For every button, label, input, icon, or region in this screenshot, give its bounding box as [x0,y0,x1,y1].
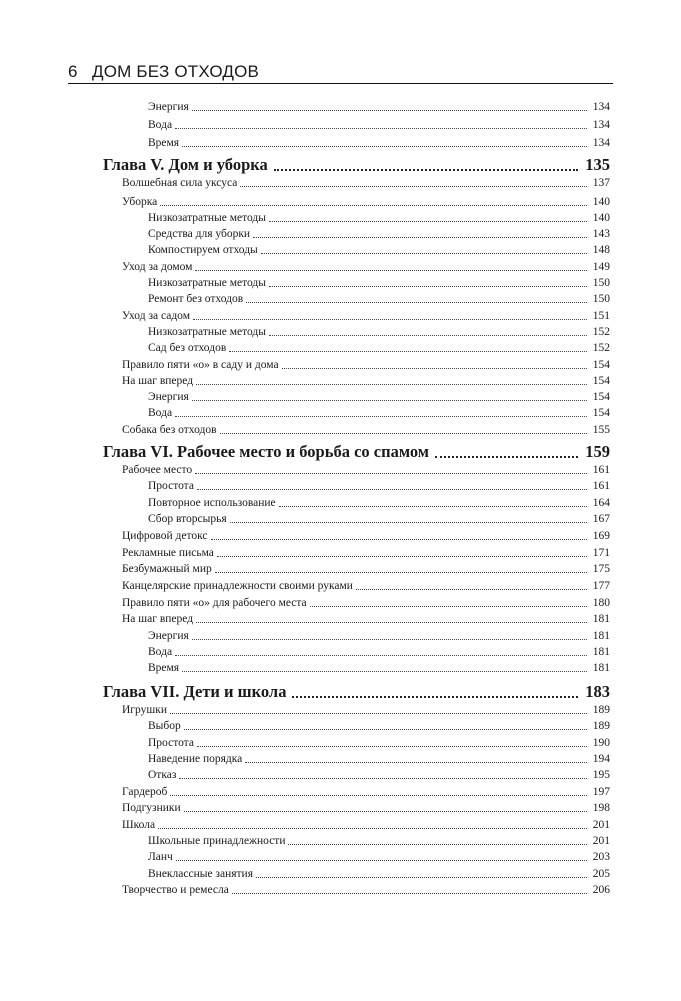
toc-page-number: 189 [592,704,610,716]
toc-page-number: 201 [592,835,610,847]
toc-title: Уход за садом [122,310,190,322]
toc-entry [122,703,610,717]
toc-entry [148,341,610,355]
toc-leader-dots [282,368,587,369]
toc-leader-dots [175,416,587,417]
toc-title: Школа [122,819,156,831]
toc-leader-dots [192,400,587,401]
toc-leader-dots [197,746,587,747]
toc-title: Время [148,137,180,149]
toc-entry [122,562,610,576]
toc-page-number: 140 [592,196,610,208]
toc-entry [148,645,610,659]
toc-entry [148,136,610,150]
toc-leader-dots [182,146,587,147]
toc-entry [122,195,610,209]
toc-title: Сад без отходов [148,342,227,354]
running-header [68,62,613,82]
page-number: 6 [68,62,78,81]
toc-title: Вода [148,119,173,131]
toc-page-number: 167 [592,513,610,525]
toc-page-number: 201 [592,819,610,831]
toc-entry [148,850,610,864]
toc-leader-dots [274,169,578,171]
toc-entry [148,276,610,290]
toc-entry [148,496,610,510]
toc-title: Уход за домом [122,261,193,273]
toc-page-number: 161 [592,480,610,492]
toc-title: Энергия [148,101,189,113]
toc-leader-dots [195,473,587,474]
toc-leader-dots [196,622,587,623]
toc-title: Компостируем отходы [148,244,258,256]
toc-leader-dots [253,237,587,238]
toc-title: Правило пяти «о» для рабочего места [122,597,307,609]
toc-title: Энергия [148,630,189,642]
toc-title: Сбор вторсырья [148,513,227,525]
toc-leader-dots [197,489,587,490]
toc-leader-dots [435,456,578,458]
toc-leader-dots [229,351,587,352]
toc-page-number: 171 [592,547,610,559]
toc-entry [148,512,610,526]
toc-title: Отказ [148,769,177,781]
toc-title: Глава VII. Дети и школа [103,682,287,701]
toc-page-number: 134 [592,101,610,113]
toc-title: Гардероб [122,786,168,798]
toc-title: На шаг вперед [122,375,194,387]
toc-title: Ланч [148,851,173,863]
toc-leader-dots [356,589,587,590]
toc-title: Внеклассные занятия [148,868,253,880]
toc-entry [148,118,610,132]
toc-title: Подгузники [122,802,181,814]
toc-entry [122,883,610,897]
toc-leader-dots [232,893,587,894]
toc-leader-dots [256,877,587,878]
toc-entry [148,243,610,257]
toc-leader-dots [184,729,587,730]
toc-entry [148,719,610,733]
toc-page-number: 149 [592,261,610,273]
toc-title: Канцелярские принадлежности своими руками [122,580,353,592]
toc-page-number: 143 [592,228,610,240]
toc-title: Наведение порядка [148,753,243,765]
toc-leader-dots [310,606,587,607]
toc-entry [148,100,610,114]
toc-leader-dots [195,270,587,271]
toc-entry [148,325,610,339]
toc-leader-dots [220,433,587,434]
toc-page-number: 154 [592,359,610,371]
toc-page-number: 152 [592,342,610,354]
toc-entry [148,834,610,848]
toc-entry [122,546,610,560]
toc-title: Безбумажный мир [122,563,212,575]
toc-title: Собака без отходов [122,424,217,436]
toc-title: Простота [148,737,194,749]
toc-page-number: 195 [592,769,610,781]
toc-entry [148,479,610,493]
toc-entry [148,661,610,675]
toc-leader-dots [170,795,587,796]
toc-title: Низкозатратные методы [148,326,266,338]
toc-page-number: 159 [585,442,610,461]
toc-page-number: 161 [592,464,610,476]
toc-title: На шаг вперед [122,613,194,625]
toc-leader-dots [170,713,587,714]
toc-title: Средства для уборки [148,228,251,240]
toc-entry [122,374,610,388]
toc-leader-dots [211,539,587,540]
toc-leader-dots [192,639,587,640]
toc-entry [148,736,610,750]
toc-entry [122,260,610,274]
toc-page-number: 137 [592,177,610,189]
toc-entry [122,612,610,626]
toc-leader-dots [179,778,587,779]
toc-page-number: 154 [592,375,610,387]
toc-page-number: 180 [592,597,610,609]
toc-leader-dots [269,335,587,336]
toc-leader-dots [182,671,587,672]
toc-page-number: 190 [592,737,610,749]
toc-leader-dots [269,221,587,222]
toc-leader-dots [192,110,587,111]
toc-title: Рекламные письма [122,547,214,559]
toc-title: Рабочее место [122,464,193,476]
toc-entry [122,801,610,815]
toc-entry [148,211,610,225]
toc-page-number: 181 [592,630,610,642]
toc-leader-dots [175,655,587,656]
toc-page-number: 177 [592,580,610,592]
toc-leader-dots [246,302,587,303]
toc-page-number: 150 [592,293,610,305]
toc-page-number: 181 [592,613,610,625]
toc-leader-dots [245,762,587,763]
toc-title: Простота [148,480,194,492]
toc-title: Низкозатратные методы [148,212,266,224]
toc-leader-dots [215,572,587,573]
toc-page-number: 135 [585,155,610,174]
toc-page-number: 175 [592,563,610,575]
toc-entry [122,596,610,610]
toc-title: Школьные принадлежности [148,835,286,847]
toc-leader-dots [196,384,587,385]
toc-page-number: 189 [592,720,610,732]
toc-page-number: 181 [592,662,610,674]
toc-leader-dots [158,828,587,829]
toc-entry [122,176,610,190]
toc-chapter [103,682,610,702]
toc-title: Ремонт без отходов [148,293,244,305]
toc-page-number: 169 [592,530,610,542]
toc-page-number: 205 [592,868,610,880]
toc-title: Энергия [148,391,189,403]
toc-title: Вода [148,407,173,419]
toc-leader-dots [292,696,578,698]
toc-page-number: 197 [592,786,610,798]
toc-page-number: 134 [592,137,610,149]
toc-entry [122,818,610,832]
toc-page-number: 152 [592,326,610,338]
toc-page-number: 183 [585,682,610,701]
toc-leader-dots [288,844,587,845]
toc-title: Волшебная сила уксуса [122,177,238,189]
toc-entry [148,406,610,420]
toc-page-number: 150 [592,277,610,289]
toc-entry [148,768,610,782]
toc-entry [122,529,610,543]
toc-page-number: 134 [592,119,610,131]
toc-page-number: 181 [592,646,610,658]
toc-title: Цифровой детокс [122,530,208,542]
toc-entry [148,292,610,306]
toc-chapter [103,155,610,175]
toc-page-number: 140 [592,212,610,224]
toc-title: Время [148,662,180,674]
toc-page-number: 154 [592,391,610,403]
toc-leader-dots [240,186,587,187]
toc-entry [122,463,610,477]
toc-leader-dots [160,205,587,206]
toc-page-number: 198 [592,802,610,814]
toc-entry [122,579,610,593]
toc-page-number: 164 [592,497,610,509]
toc-page-number: 194 [592,753,610,765]
toc-leader-dots [217,556,587,557]
toc-title: Повторное использование [148,497,276,509]
toc-page-number: 151 [592,310,610,322]
toc-entry [148,752,610,766]
toc-leader-dots [269,286,587,287]
toc-chapter [103,442,610,462]
toc-entry [122,785,610,799]
toc-title: Творчество и ремесла [122,884,229,896]
toc-page-number: 203 [592,851,610,863]
toc-leader-dots [193,319,587,320]
book-title: ДОМ БЕЗ ОТХОДОВ [92,62,260,81]
toc-title: Правило пяти «о» в саду и дома [122,359,279,371]
toc-entry [148,867,610,881]
toc-leader-dots [175,128,587,129]
toc-page-number: 154 [592,407,610,419]
toc-entry [122,309,610,323]
toc-leader-dots [176,860,587,861]
toc-page-number: 155 [592,424,610,436]
toc-title: Низкозатратные методы [148,277,266,289]
header-rule [68,83,613,84]
toc-entry [148,227,610,241]
toc-page-number: 148 [592,244,610,256]
toc-page-number: 206 [592,884,610,896]
toc-entry [122,423,610,437]
toc-leader-dots [230,522,587,523]
toc-title: Глава VI. Рабочее место и борьба со спамом [103,442,430,461]
toc-entry [122,358,610,372]
toc-entry [148,629,610,643]
toc-leader-dots [279,506,587,507]
toc-title: Вода [148,646,173,658]
toc-title: Глава V. Дом и уборка [103,155,268,174]
toc-title: Игрушки [122,704,167,716]
toc-title: Выбор [148,720,181,732]
toc-leader-dots [184,811,587,812]
toc-entry [148,390,610,404]
toc-title: Уборка [122,196,158,208]
toc-leader-dots [261,253,587,254]
